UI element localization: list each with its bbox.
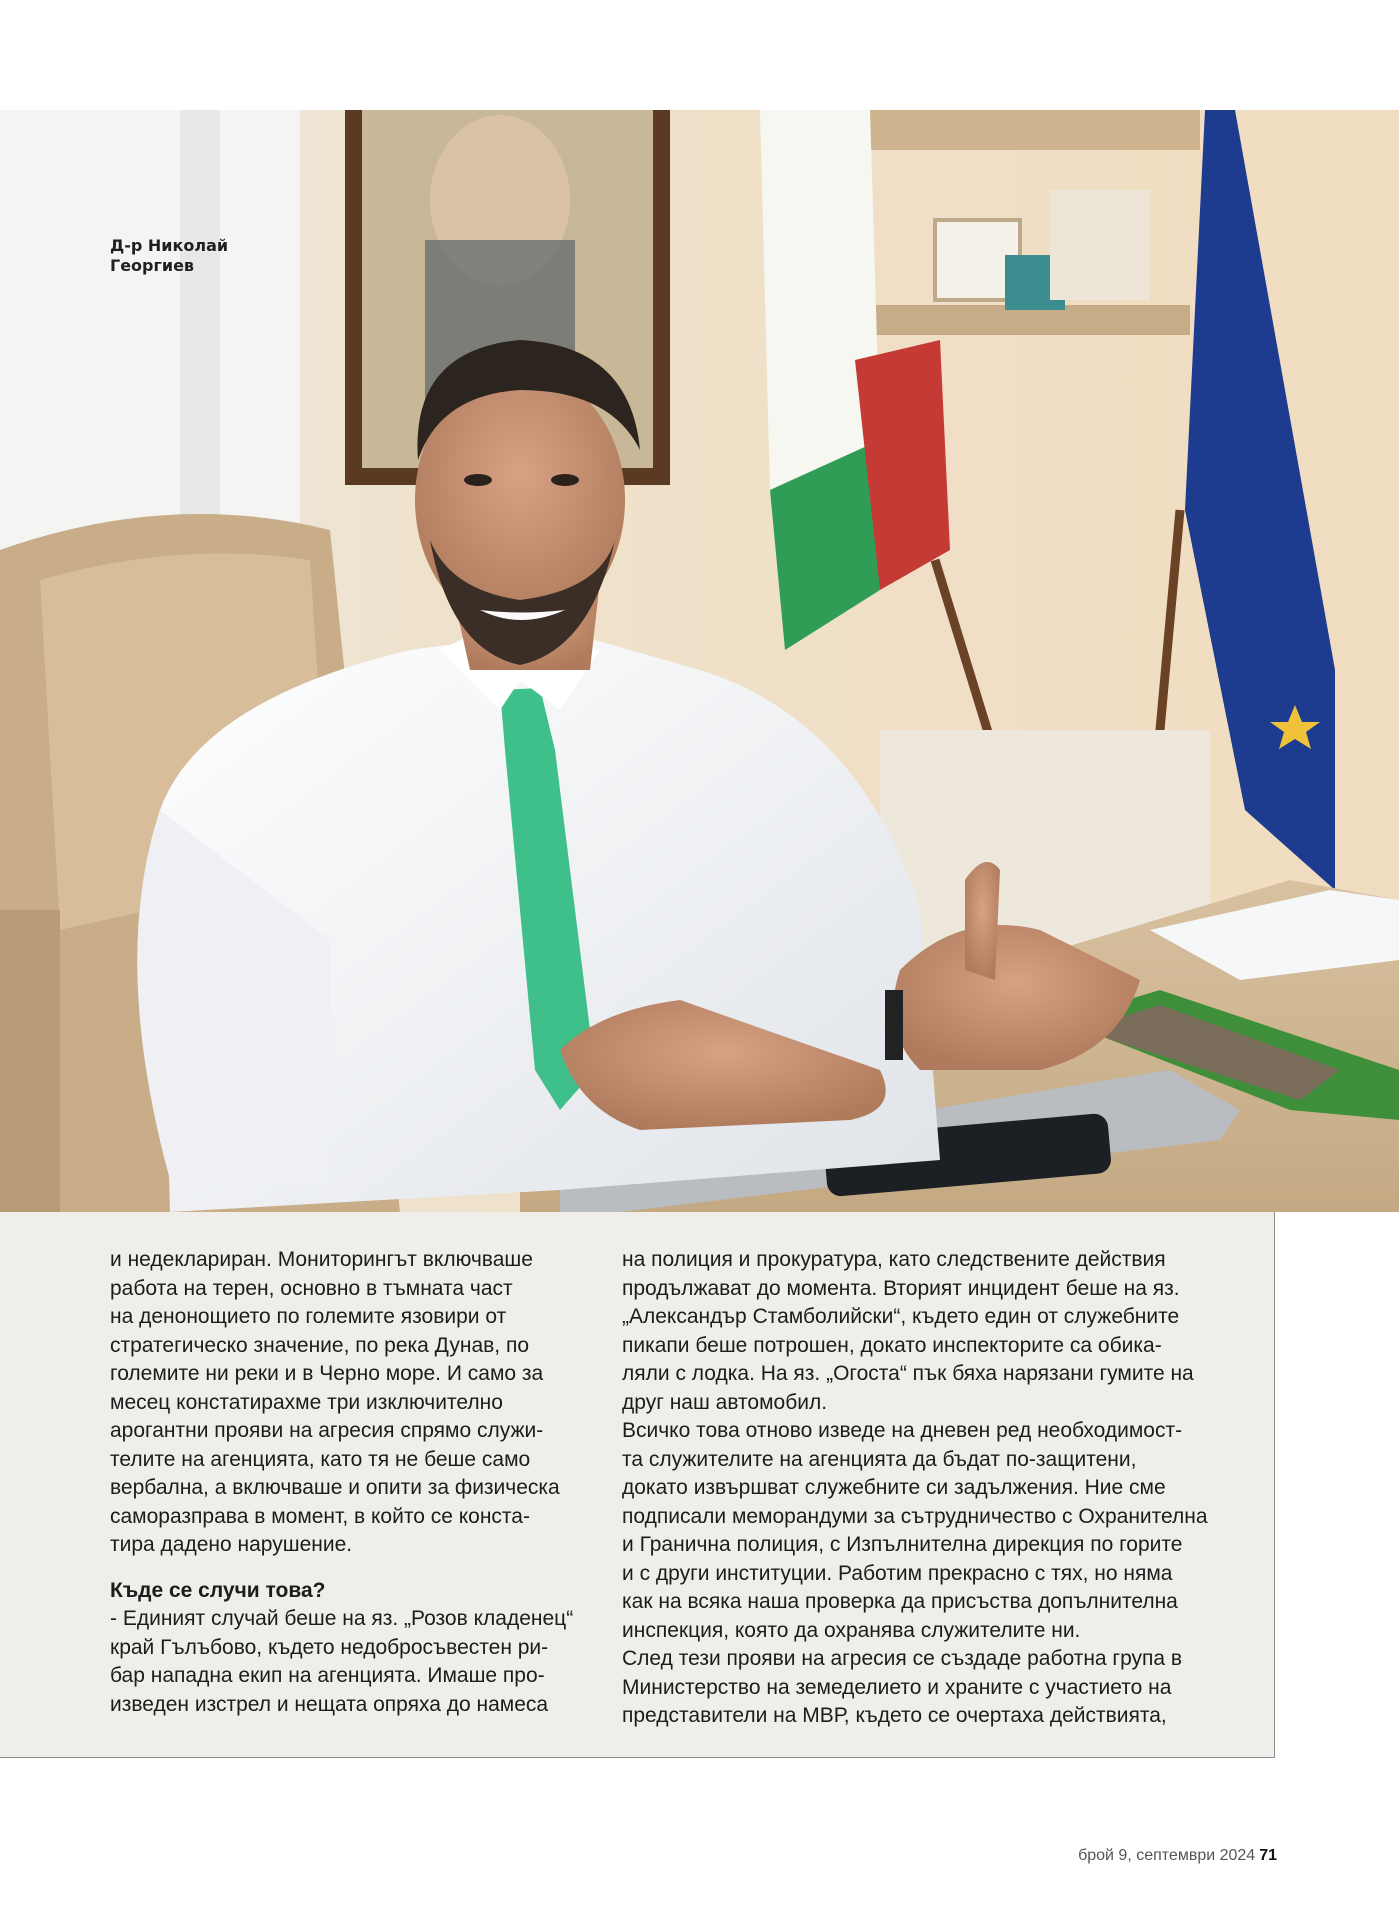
article-right-column <box>622 1246 1252 1731</box>
text-line: край Гълъбово, където недобросъвестен ри- <box>110 1635 549 1659</box>
text-line: тира дадено нарушение. <box>110 1533 353 1556</box>
text-line: арогантни прояви на агресия спрямо служи- <box>110 1419 544 1442</box>
text-line: големите ни реки и в Черно море. И само за <box>110 1362 544 1385</box>
text-line: „Александър Стамболийски“, където един от служебните <box>622 1305 1180 1328</box>
text-line: месец констатирахме три изключително <box>110 1390 503 1414</box>
caption-line: Георгиев <box>110 256 195 275</box>
text-line: и недеклариран. Мониторингът включваше <box>110 1248 533 1271</box>
text-line: та служителите на агенцията да бъдат по-защитени, <box>622 1447 1137 1471</box>
text-line: докато извършват служебните си задължения. Ние сме <box>622 1476 1166 1499</box>
text-line: и с други институции. Работим прекрасно с тях, но няма <box>622 1561 1173 1585</box>
text-line: саморазправа в момент, в който се конста- <box>110 1504 530 1528</box>
text-line: Министерство на земеделието и храните с участието на <box>622 1675 1172 1699</box>
text-line: подписали меморандуми за сътрудничество с Охранителна <box>622 1504 1208 1528</box>
photo-caption <box>110 236 250 276</box>
page-number: 71 <box>1259 1847 1277 1864</box>
issue-label: брой 9, септември 2024 <box>1078 1847 1256 1864</box>
text-line: продължават до момента. Вторият инцидент беше на яз. <box>622 1276 1180 1300</box>
text-line: как на всяка наша проверка да присъства допълнителна <box>622 1590 1178 1613</box>
text-line: бар нападна екип на агенцията. Имаше про- <box>110 1664 545 1687</box>
text-line: Всичко това отново изведе на дневен ред необходимост- <box>622 1419 1183 1442</box>
text-line: - Единият случай беше на яз. „Розов кладенец“ <box>110 1607 574 1630</box>
question-heading: Къде се случи това? <box>110 1578 326 1602</box>
article-text-box <box>0 1212 1275 1758</box>
text-line: вербална, а включваше и опити за физическа <box>110 1476 560 1499</box>
article-left-column <box>110 1246 600 1719</box>
text-line: друг наш автомобил. <box>622 1390 828 1414</box>
text-line: пикапи беше потрошен, докато инспекторите са обика- <box>622 1333 1162 1357</box>
text-line: След тези прояви на агресия се създаде работна група в <box>622 1647 1183 1670</box>
text-line: ляли с лодка. На яз. „Огоста“ пък бяха нарязани гумите на <box>622 1362 1194 1385</box>
text-line: и Гранична полиция, с Изпълнителна дирекция по горите <box>622 1533 1183 1556</box>
text-line: стратегическо значение, по река Дунав, по <box>110 1333 530 1357</box>
text-line: на полиция и прокуратура, като следствените действия <box>622 1248 1166 1271</box>
text-line: изведен изстрел и нещата опряха до намеса <box>110 1692 549 1716</box>
text-line: работа на терен, основно в тъмната част <box>110 1276 513 1300</box>
text-line: на денонощието по големите язовири от <box>110 1305 507 1328</box>
text-line: представители на МВР, където се очертаха действията, <box>622 1704 1167 1727</box>
text-line: инспекция, която да охранява служителите ни. <box>622 1618 1081 1642</box>
text-line: телите на агенцията, като тя не беше само <box>110 1447 531 1471</box>
page-footer <box>1078 1847 1277 1865</box>
caption-line: Д-р Николай <box>110 236 229 255</box>
